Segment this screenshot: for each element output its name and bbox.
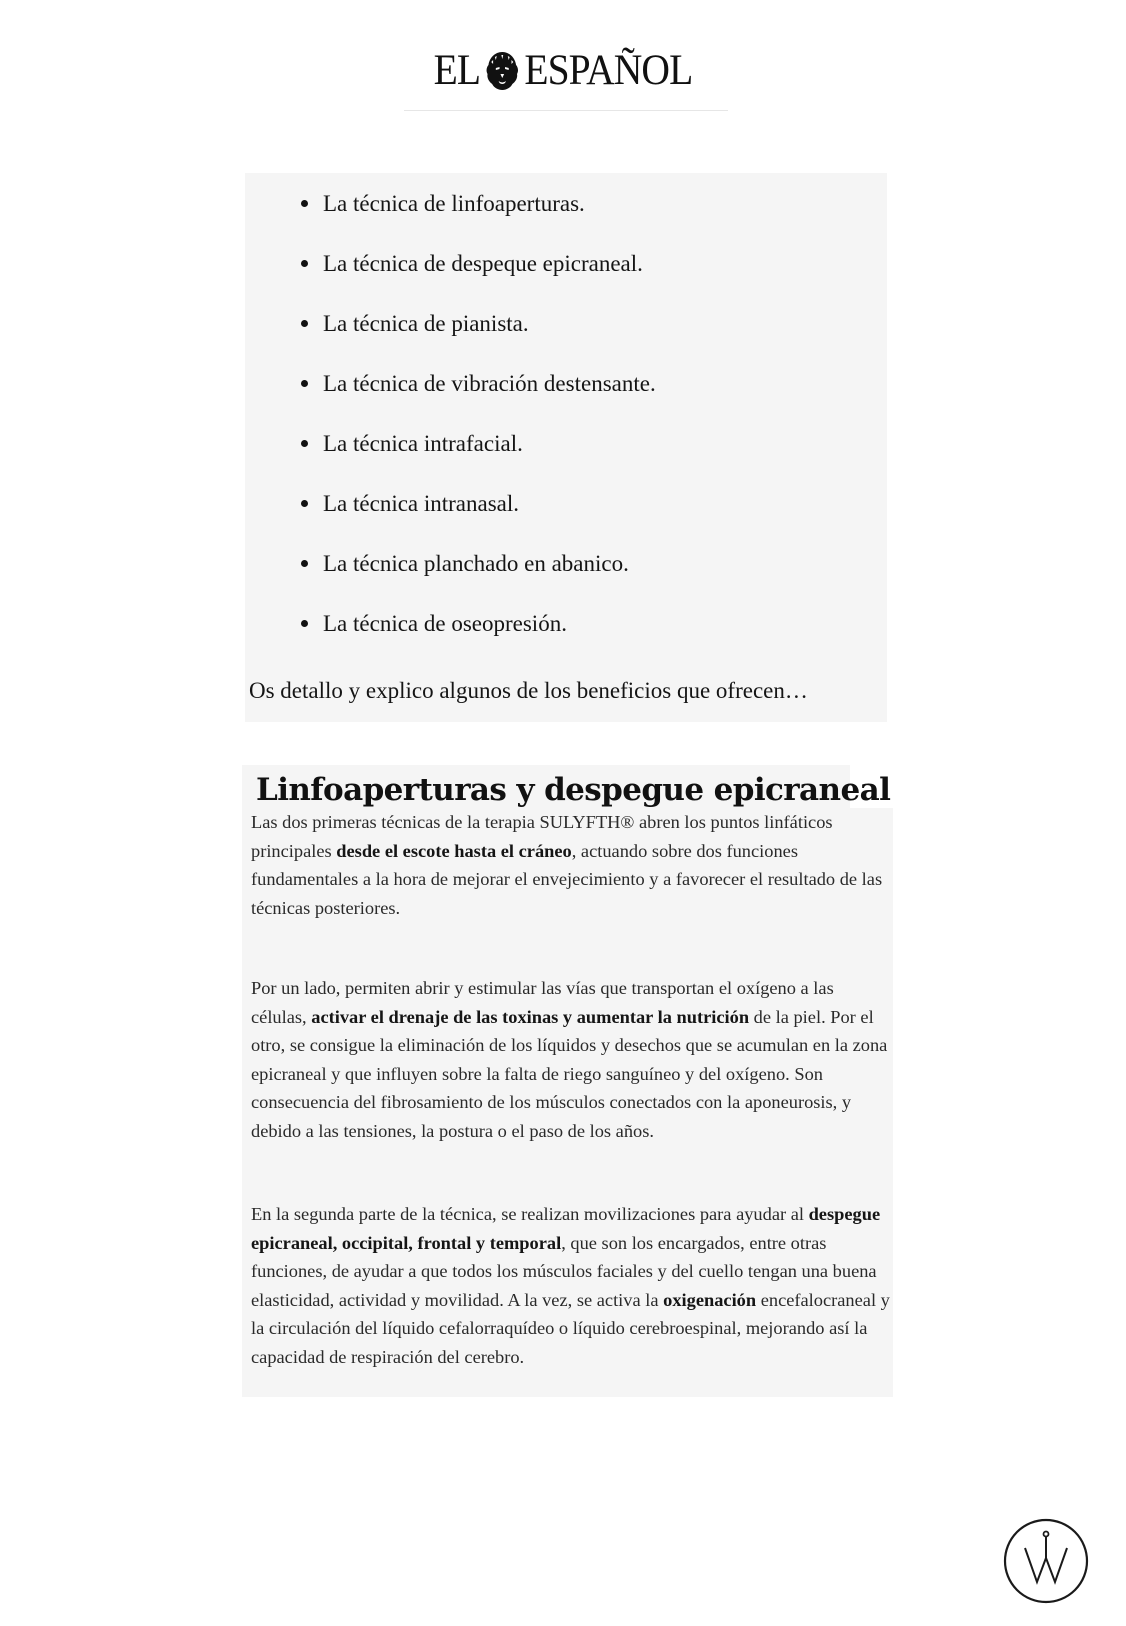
bold-phrase: oxigenación (663, 1289, 757, 1310)
section-heading: Linfoaperturas y despegue epicraneal (242, 765, 850, 817)
paragraph: Las dos primeras técnicas de la terapia SULYFTH® abren los puntos linfáticos principales desde el escote hasta el cráneo, actuando sobre dos funciones fundamentales a la hora de mejorar el envejecimiento y a favorecer el resultado de las técnicas posteriores. (251, 812, 883, 918)
list-item: La técnica de despeque epicraneal. (245, 251, 656, 311)
paragraph: Por un lado, permiten abrir y estimular las vías que transportan el oxígeno a las células, activar el drenaje de las toxinas y aumentar la nutrición de la piel. Por el otro, se consigue la eliminación de los líquidos y desechos que se acumulan en la zona epicraneal y que influyen sobre la falta de riego sanguíneo y del oxígeno. Son consecuencia del fibrosamiento de los músculos conectados con la aponeurosis, y debido a las tensiones, la postura o el paso de los años. (251, 978, 888, 1141)
article-body (242, 808, 893, 1397)
intro-detail-text: Os detallo y explico algunos de los beneficios que ofrecen… (249, 678, 808, 703)
el-espanol-logo[interactable] (422, 44, 704, 96)
circle-w-monogram-icon[interactable] (1003, 1518, 1089, 1604)
list-item: La técnica intranasal. (245, 491, 656, 551)
paragraph: En la segunda parte de la técnica, se realizan movilizaciones para ayudar al despegue epicraneal, occipital, frontal y temporal, que son los encargados, entre otras funciones, de ayudar a que todos los músculos faciales y del cuello tengan una buena elasticidad, actividad y movilidad. A la vez, se activa la oxigenación encefalocraneal y la circulación del líquido cefalorraquídeo o líquido cerebroespinal, mejorando así la capacidad de respiración del cerebro. (251, 1204, 890, 1367)
list-item: La técnica de pianista. (245, 311, 656, 371)
list-item: La técnica planchado en abanico. (245, 551, 656, 611)
list-item: La técnica intrafacial. (245, 431, 656, 491)
logo-text-right: ESPAÑOL (524, 46, 693, 94)
bold-phrase: despegue epicraneal, occipital, frontal y temporal (251, 1204, 881, 1253)
list-item: La técnica de vibración destensante. (245, 371, 656, 431)
techniques-list (245, 191, 656, 671)
bold-phrase: activar el drenaje de las toxinas y aumentar la nutrición (311, 1006, 750, 1027)
list-item: La técnica de oseopresión. (245, 611, 656, 671)
header-divider (404, 110, 728, 111)
list-item: La técnica de linfoaperturas. (245, 191, 656, 251)
lion-head-icon (482, 48, 522, 92)
techniques-list-box (245, 173, 887, 722)
bold-phrase: desde el escote hasta el cráneo (336, 840, 572, 861)
logo-text-left: EL (433, 46, 481, 94)
